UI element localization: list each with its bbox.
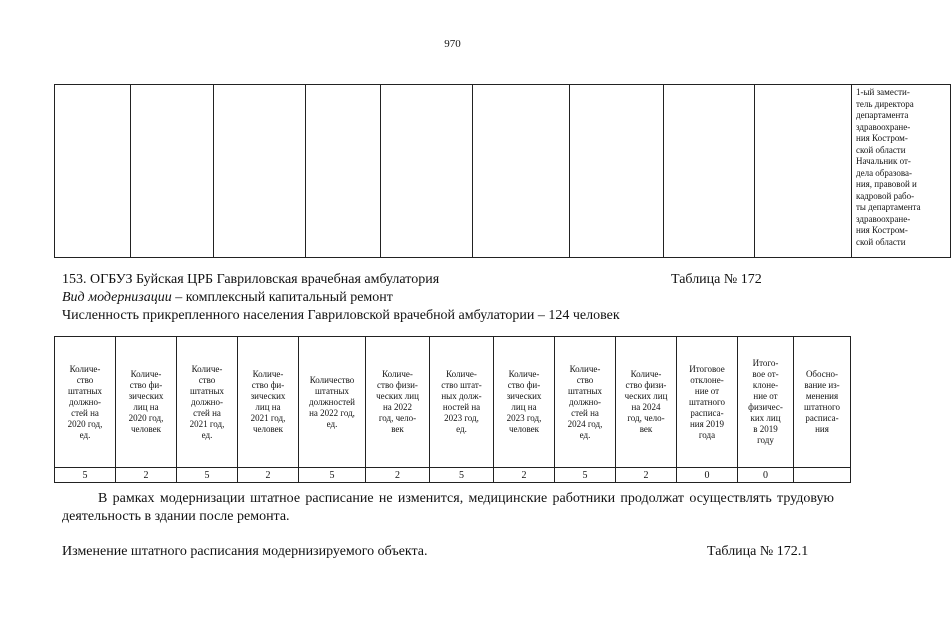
column-header-line: 2020 год,: [128, 413, 164, 423]
column-header-line: Количе-: [191, 363, 223, 374]
table-cell: 0: [738, 468, 794, 483]
table-cell: [794, 468, 851, 483]
column-header-line: Количе-: [508, 369, 540, 379]
column-header-line: лиц на: [133, 402, 159, 412]
column-header-line: ед.: [326, 418, 338, 429]
page-number: 970: [444, 38, 461, 50]
table-caption: Изменение штатного расписания модернизируемого объекта.: [62, 544, 428, 559]
column-header: [616, 337, 677, 468]
column-header-line: 2023 год,: [506, 413, 542, 423]
column-header-line: Количе-: [569, 363, 601, 374]
column-header-line: стей на: [193, 407, 221, 418]
note-line: здравоохране-: [856, 213, 911, 224]
column-header-line: ед.: [201, 429, 213, 440]
column-header-line: лиц на: [255, 402, 281, 412]
column-header-line: ство штат-: [441, 380, 482, 390]
note-line: здравоохране-: [856, 121, 911, 132]
column-header-line: штатных: [314, 385, 350, 396]
table-label-2: Таблица № 172.1: [707, 544, 809, 559]
table-cell: [473, 85, 570, 258]
column-header-line: человек: [508, 424, 540, 434]
table-cell: [755, 85, 852, 258]
column-header-line: Количе-: [69, 363, 101, 374]
column-header-line: должно-: [191, 396, 223, 407]
column-header-line: ких лиц: [750, 413, 781, 423]
note-line: департамента: [856, 110, 909, 120]
column-header-line: вание из-: [804, 380, 840, 390]
table-cell: 2: [238, 468, 299, 483]
column-header-line: штатных: [189, 385, 225, 396]
column-header-line: ностей на: [442, 402, 481, 412]
column-header-line: штатного: [804, 402, 840, 412]
continued-table: [54, 84, 951, 258]
column-header-line: зических: [128, 391, 164, 401]
note-line: ты департамента: [856, 202, 921, 212]
column-header: [177, 337, 238, 468]
column-header: [238, 337, 299, 468]
column-header-line: Итого-: [752, 358, 779, 368]
column-header-line: Количе-: [382, 369, 413, 379]
column-header-line: ных долж-: [441, 391, 482, 401]
note-line: ской области: [856, 144, 906, 155]
column-header-line: 2021 год,: [250, 413, 286, 423]
column-header-line: зических: [506, 391, 542, 401]
column-header-line: на 2024: [631, 402, 661, 412]
column-header-line: ние от: [753, 391, 778, 401]
table-cell: [131, 85, 214, 258]
modernization-label: Вид модернизации: [62, 290, 172, 305]
column-header-line: менения: [805, 391, 839, 401]
column-header-line: должно-: [569, 396, 601, 407]
column-header-line: штатных: [67, 385, 103, 396]
modernization-type: [62, 290, 393, 306]
modernization-value: – комплексный капитальный ремонт: [171, 290, 393, 305]
table-cell: [306, 85, 381, 258]
column-header-line: век: [391, 424, 404, 434]
note-line: кадровой рабо-: [856, 190, 915, 201]
note-line: дела образова-: [856, 167, 913, 178]
column-header-line: ческих лиц: [624, 391, 668, 401]
column-header-line: стей на: [571, 407, 599, 418]
column-header-line: году: [757, 435, 774, 445]
table-cell: [381, 85, 473, 258]
column-header-line: Количе-: [446, 369, 477, 379]
column-header: [738, 337, 794, 468]
column-header-line: вое от-: [752, 369, 779, 379]
column-header-line: ство фи-: [251, 380, 285, 390]
section-title: 153. ОГБУЗ Буйская ЦРБ Гавриловская врачебная амбулатория: [62, 272, 440, 287]
column-header-line: ство фи-: [129, 380, 163, 390]
column-header: [55, 337, 116, 468]
column-header-line: лиц на: [511, 402, 537, 412]
table-label: Таблица № 172: [671, 272, 762, 287]
column-header-line: ство физи-: [625, 380, 667, 390]
column-header-line: ство: [76, 374, 94, 385]
column-header-line: физичес-: [748, 402, 783, 412]
column-header-line: ство: [576, 374, 594, 385]
table-header-row: [55, 337, 851, 468]
staffing-table: [54, 336, 851, 483]
table-cell: 2: [494, 468, 555, 483]
column-header-line: ния: [815, 424, 829, 434]
column-header: [366, 337, 430, 468]
table-cell: [570, 85, 664, 258]
note-line: ния Костром-: [856, 133, 908, 143]
column-header-line: ство фи-: [507, 380, 541, 390]
note-line: 1-ый замести-: [856, 87, 910, 97]
note-line: Начальник от-: [856, 156, 911, 166]
column-header-line: Итоговое: [689, 363, 725, 374]
column-header-line: ед.: [79, 429, 91, 440]
column-header-line: человек: [130, 424, 162, 434]
column-header-line: человек: [252, 424, 284, 434]
column-header-line: ство физи-: [377, 380, 418, 390]
table-cell: [664, 85, 755, 258]
column-header-line: зических: [250, 391, 286, 401]
table-cell: 5: [55, 468, 116, 483]
column-header-line: стей на: [71, 407, 99, 418]
responsible-persons-cell: [852, 85, 951, 258]
column-header-line: должностей: [309, 396, 355, 407]
table-cell: 2: [366, 468, 430, 483]
table-cell: [55, 85, 131, 258]
column-header-line: в 2019: [753, 424, 778, 434]
column-header: [430, 337, 494, 468]
column-header-line: расписа-: [805, 413, 839, 423]
column-header-line: ство: [198, 374, 216, 385]
column-header: [677, 337, 738, 468]
table-cell: 5: [299, 468, 366, 483]
column-header-line: клоне-: [752, 380, 779, 390]
column-header-line: год, чело-: [378, 413, 417, 423]
column-header-line: 2020 год,: [67, 418, 103, 429]
column-header-line: отклоне-: [690, 374, 724, 385]
note-line: ния Костром-: [856, 225, 908, 235]
column-header-line: ед.: [456, 424, 467, 434]
column-header-line: ед.: [579, 429, 591, 440]
column-header-line: ние от: [694, 385, 720, 396]
column-header-line: ния 2019: [689, 418, 725, 429]
table-cell: 5: [430, 468, 494, 483]
column-header: [299, 337, 366, 468]
column-header: [494, 337, 555, 468]
note-line: ния, правовой и: [856, 179, 917, 189]
column-header: [555, 337, 616, 468]
column-header: [116, 337, 177, 468]
column-header-line: штатных: [567, 385, 603, 396]
body-paragraph: В рамках модернизации штатное расписание не изменится, медицинские работники продолжат осуществлять трудовую деятельность в здании после ремонта.: [62, 491, 834, 524]
column-header-line: год, чело-: [627, 413, 665, 423]
column-header-line: на 2022 год,: [309, 407, 355, 418]
column-header-line: век: [639, 424, 653, 434]
column-header-line: года: [698, 429, 716, 440]
table-cell: 5: [555, 468, 616, 483]
column-header-line: 2023 год,: [444, 413, 479, 423]
column-header-line: 2024 год,: [567, 418, 603, 429]
column-header-line: ческих лиц: [376, 391, 419, 401]
table-cell: 2: [616, 468, 677, 483]
table-row: [55, 468, 851, 483]
column-header-line: расписа-: [690, 407, 724, 418]
column-header-line: штатного: [689, 396, 725, 407]
column-header-line: Количе-: [630, 369, 662, 379]
column-header-line: на 2022: [382, 402, 413, 412]
column-header: [794, 337, 851, 468]
column-header-line: Количе-: [252, 369, 284, 379]
column-header-line: Количе-: [130, 369, 162, 379]
table-cell: [214, 85, 306, 258]
table-cell: 0: [677, 468, 738, 483]
column-header-line: Количество: [309, 374, 355, 385]
table-cell: 2: [116, 468, 177, 483]
note-line: тель директора: [856, 98, 914, 109]
column-header-line: 2021 год,: [189, 418, 225, 429]
column-header-line: Обосно-: [805, 369, 839, 379]
table-cell: 5: [177, 468, 238, 483]
column-header-line: должно-: [69, 396, 101, 407]
note-line: ской области: [856, 236, 906, 247]
population-line: Численность прикрепленного населения Гавриловской врачебной амбулатории – 124 человек: [62, 308, 620, 323]
